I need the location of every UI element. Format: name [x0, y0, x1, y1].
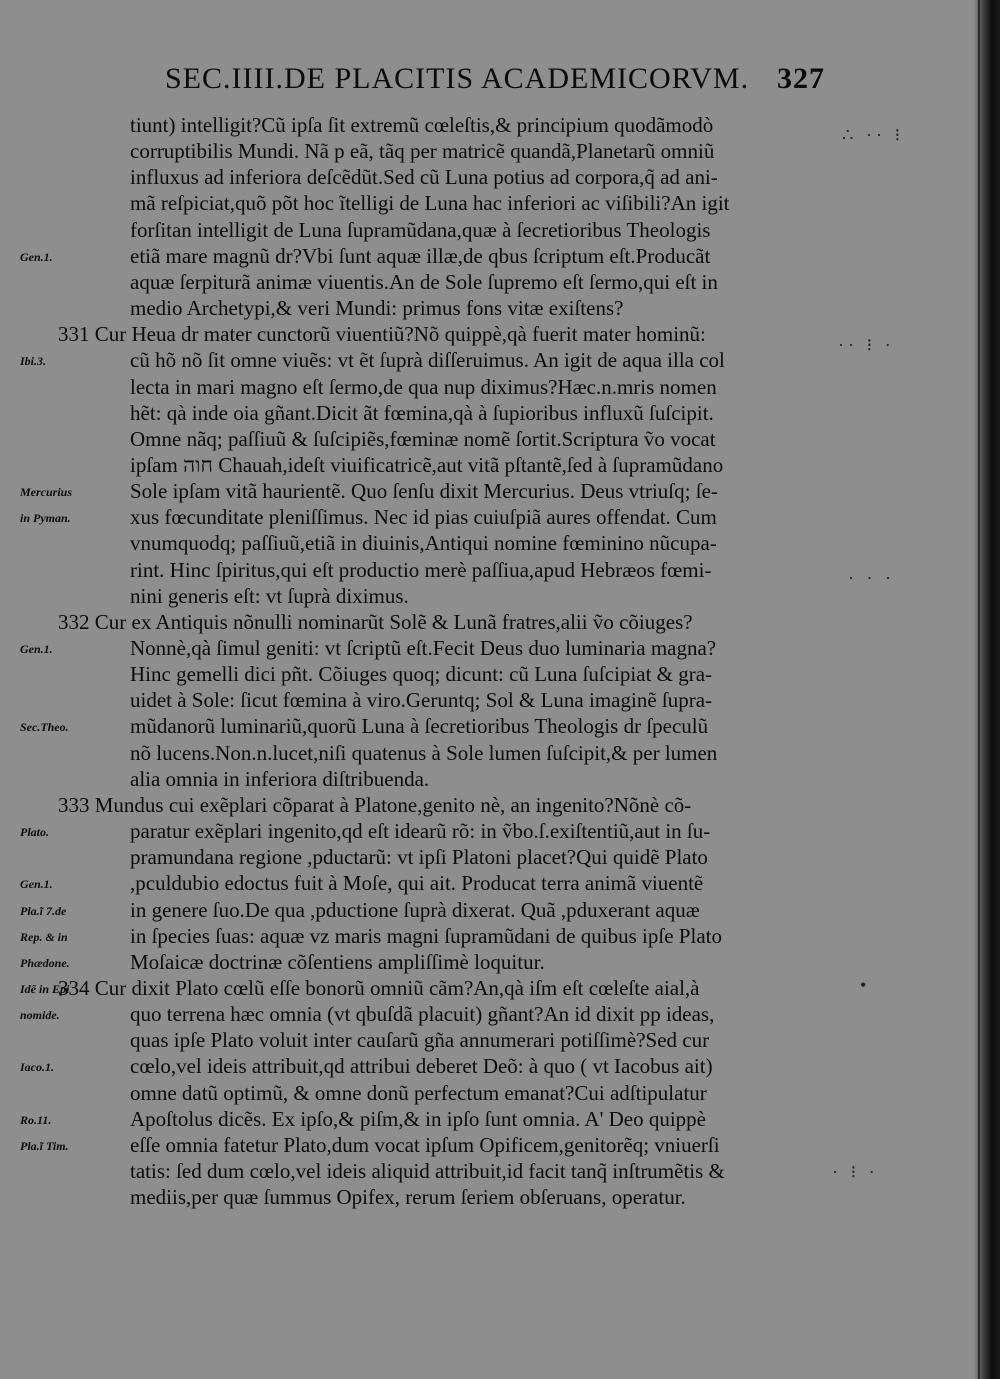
- text-line: 334 Cur dixit Plato cœlũ eſſe bonorũ omniũ cãm?An,qà iſm eſt cœleſte aial,à: [58, 975, 700, 1000]
- text-line: influxus ad inferiora deſcẽdũt.Sed cũ Luna potius ad corpora,q̃ ad ani-: [130, 165, 718, 190]
- text-line: ,pculdubio edoctus fuit à Moſe, qui ait. Producat terra animã viuentẽ: [130, 871, 704, 896]
- margin-note: Gen.1.: [20, 249, 53, 264]
- text-line: Nonnè,qà ſimul geniti: vt ſcriptũ eſt.Fecit Deus duo luminaria magna?: [130, 636, 717, 660]
- text-line: medio Archetypi,& veri Mundi: primus fons vitæ exiſtens?: [130, 296, 624, 321]
- text-line: nõ lucens.Non.n.lucet,niſi quatenus à Sole lumen ſuſcipit,& per lumen: [130, 740, 718, 765]
- margin-note: Idẽ in Epi: [20, 981, 70, 996]
- text-line: paratur exẽplari ingenito,qd eſt idearũ rõ: in ṽbo.ſ.exiſtentiũ,aut in ſu-: [130, 819, 711, 844]
- text-line: in genere ſuo.De qua ,pductione ſuprà dixerat. Quã ,pduxerant aquæ: [130, 897, 700, 922]
- text-line: aquæ ſerpiturã animæ viuentis.An de Sole ſupremo eſt ſermo,qui eſt in: [130, 269, 718, 294]
- text-line: omne datũ optimũ, & omne donũ perfectum emanat?Cui adſtipulatur: [130, 1080, 707, 1105]
- ink-specks: ·· ⁝ ·: [838, 335, 895, 355]
- ink-specks: · · ·: [848, 568, 895, 588]
- text-line: tatis: ſed dum cœlo,vel ideis aliquid attribuit,id facit tanq̃ inſtrumẽtis &: [130, 1159, 725, 1183]
- text-line: 333 Mundus cui exẽplari cõparat à Platone,genito nè, an ingenito?Nõnè cõ-: [58, 792, 692, 817]
- text-line: Sole ipſam vitã haurientẽ. Quo ſenſu dixit Mercurius. Deus vtriuſq; ſe-: [130, 479, 718, 504]
- text-line: tiunt) intelligit?Cũ ipſa ſit extremũ cœleſtis,& principium quodãmodò: [130, 113, 714, 137]
- margin-note: Rep. & in: [20, 929, 68, 944]
- text-line: 331 Cur Heua dr mater cunctorũ viuentiũ?Nõ quippè,qà fuerit mater hominũ:: [58, 322, 706, 347]
- margin-note: Gen.1.: [20, 877, 53, 892]
- text-line: in ſpecies ſuas: aquæ vz maris magni ſupramũdani de quibus ipſe Plato: [130, 923, 722, 948]
- text-line: quas ipſe Plato voluit inter cauſarũ gña annumerari potiſſimè?Sed cur: [130, 1028, 710, 1053]
- text-line: Hinc gemelli dici pñt. Cõiuges quoq; dicunt: cũ Luna ſuſcipiat & gra-: [130, 662, 713, 687]
- text-line: Apoſtolus dicẽs. Ex ipſo,& piſm,& in ipſo ſunt omnia. A' Deo quippè: [130, 1106, 707, 1131]
- text-line: 332 Cur ex Antiquis nõnulli nominarũt Solẽ & Lunã fratres,alii ṽo cõiuges?: [58, 609, 693, 634]
- margin-note: Ibi.3.: [20, 354, 47, 369]
- text-line: Omne nãq; paſſiuũ & ſuſcipiẽs,fœminæ nomẽ ſortit.Scriptura ṽo vocat: [130, 426, 716, 451]
- margin-note: Gen.1.: [20, 642, 53, 656]
- text-line: alia omnia in inferiora diſtribuenda.: [130, 766, 430, 791]
- margin-note: Sec.Theo.: [20, 720, 69, 735]
- margin-note: nomide.: [20, 1008, 60, 1023]
- margin-note: Pla.ĩ Tim.: [20, 1138, 69, 1153]
- text-line: etiã mare magnũ dr?Vbi ſunt aquæ illæ,de qbus ſcriptum eſt.Producãt: [130, 243, 711, 268]
- text-line: hẽt: qà inde oia gñant.Dicit ãt fœmina,qà à ſupioribus influxũ ſuſcipit.: [130, 400, 714, 425]
- text-line: corruptibilis Mundi. Nã p eã, tãq per matricẽ quandã,Planetarũ omniũ: [130, 139, 715, 164]
- margin-note: Pla.ĩ 7.de: [20, 903, 67, 918]
- text-line: xus fœcunditate pleniſſimus. Nec id pias cuiuſpiã aures offendat. Cum: [130, 505, 717, 530]
- page-edge-shadow: [974, 0, 1000, 1379]
- text-line: mũdanorũ luminariũ,quorũ Luna à ſecretioribus Theologis dr ſpeculũ: [130, 714, 709, 739]
- text-line: Moſaicæ doctrinæ cõſentiens ampliſſimè loquitur.: [130, 949, 545, 974]
- page-number: 327: [777, 62, 825, 95]
- margin-note: Ro.11.: [20, 1112, 52, 1127]
- text-line: vnumquodq; paſſiuũ,etiã in diuinis,Antiqui nomine fœminino nũcupa-: [130, 531, 717, 556]
- text-line: pramundana regione ,pductarũ: vt ipſi Platoni placet?Qui quidẽ Plato: [130, 845, 708, 870]
- ink-specks: •: [860, 975, 871, 995]
- margin-note: Mercurius: [20, 485, 73, 500]
- ink-specks: · ⁝ ·: [832, 1162, 879, 1182]
- text-line: mã reſpiciat,quõ põt hoc ĩtelligi de Luna hac inferiori ac viſibili?An igit: [130, 191, 730, 216]
- margin-note: Plato.: [20, 825, 49, 840]
- text-line: rint. Hinc ſpiritus,qui eſt productio merè paſſiua,apud Hebræos fœmi-: [130, 557, 712, 582]
- text-line: nini generis eſt: vt ſuprà diximus.: [130, 583, 409, 608]
- margin-note: Iaco.1.: [20, 1060, 54, 1075]
- text-line: ipſam חוה Chauah,ideſt viuificatricẽ,aut vitã pſtantẽ,ſed à ſupramũdano: [130, 452, 724, 477]
- text-line: mediis,per quæ ſummus Opifex, rerum ſeriem obſeruans, operatur.: [130, 1185, 686, 1210]
- margin-note: in Pyman.: [20, 511, 71, 526]
- margin-note: Phædone.: [20, 955, 70, 970]
- text-line: forſitan intelligit de Luna ſupramũdana,quæ à ſecretioribus Theologis: [130, 217, 711, 242]
- text-line: uidet à Sole: ſicut fœmina à viro.Geruntq; Sol & Luna imaginẽ ſupra-: [130, 688, 713, 713]
- text-line: eſſe omnia fatetur Plato,dum vocat ipſum Opificem,genitorẽq; vniuerſi: [130, 1132, 720, 1157]
- text-line: lecta in mari magno eſt ſermo,de qua nup diximus?Hæc.n.mris nomen: [130, 374, 717, 399]
- text-line: cũ hõ nõ ſit omne viuẽs: vt ẽt ſuprà diſſeruimus. An igit de aqua illa col: [130, 348, 725, 373]
- ink-specks: ∴ ·· ⁝: [842, 125, 905, 145]
- text-line: cœlo,vel ideis attribuit,qd attribui deberet Deõ: à quo ( vt Iacobus ait): [130, 1054, 713, 1079]
- running-header: [165, 62, 825, 96]
- text-line: quo terrena hæc omnia (vt qbuſdã placuit) gñant?An id dixit pp ideas,: [130, 1002, 715, 1027]
- header-title: SEC.IIII.DE PLACITIS ACADEMICORVM.: [165, 62, 750, 95]
